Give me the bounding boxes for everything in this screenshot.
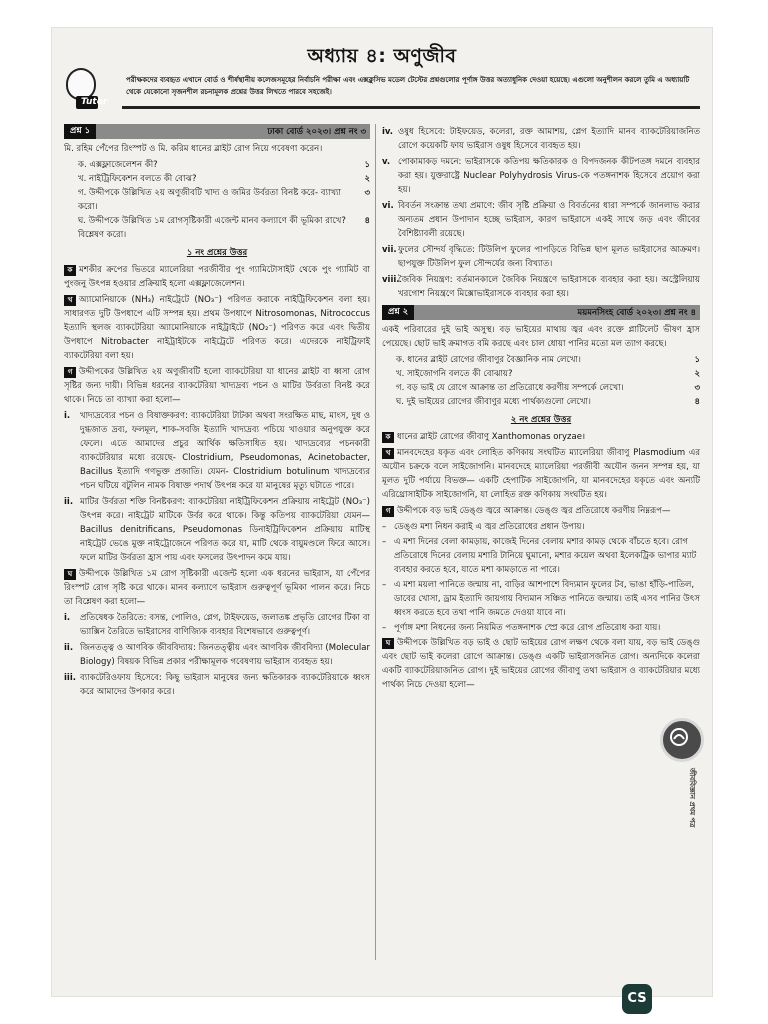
answer-title: ১ নং প্রশ্নের উত্তর [186,248,248,258]
left-column [64,124,370,701]
right-column [382,124,700,694]
list-item: v. পোকামাকড় দমনে: ভাইরাসকে কতিপয় ক্ষতিকারক ও বিপদজনক কীটপতঙ্গ দমনে ব্যবহার করা হয়। যুক্তরাষ্ট্রে Nuclear Polyhydrosis Virus-কে পতঙ্গনাশক হিসেবে প্রয়োগ করা হয়। [382,157,700,195]
list-item: i. খাদ্যদ্রব্যের পচন ও বিষাক্তকরণ: ব্যাকটেরিয়া টাটকা অথবা সংরক্ষিত মাছ, মাংস, দুধ ও দুগ্ধজাত দ্রব্য, ফলমূল, শাক-সবজি ইত্যাদি খাদ্যদ্রব্য পচিয়ে খাওয়ার অনুপযুক্ত করে ফেলে। এতে আমাদের প্রচুর আর্থিক ক্ষতিসাধিত হয়। খাদ্যদ্রব্যের পচনকারী ব্যাকটেরিয়ার মধ্যে রয়েছে- Clostridium, Pseudomonas, Acinetobacter, Bacillus ইত্যাদি গণভুক্ত প্রজাতি। যেমন- Clostridium botulinum খাদ্যদ্রব্যের পচন ঘটিয়ে বটুলিন নামক বিষাক্ত পদার্থ উৎপন্ন করে যা মানুষের মৃত্যু ঘটাতে পারে। [64,411,370,491]
question-2-header [382,305,700,320]
bullet-item: – এ মশা ময়লা পানিতে জন্মায় না, বাড়ির আশপাশে বিদ্যমান ফুলের টব, ভাঙা হাঁড়ি-পাতিল, ডাবের খোসা, ড্রাম ইত্যাদি জায়গায় বিদ্যমান সঞ্চিত পানিতে জন্মায়। তাই এসব পানির উৎস ধ্বংস করতে হবে তথা পানি জমতে দেওয়া যাবে না। [382,580,700,618]
sub-question: খ. নাইট্রিফিকেশন বলতে কী বোঝ? ২ [78,174,370,184]
camscanner-logo: CS [622,984,652,1014]
question-number: প্রশ্ন ১ [64,124,96,139]
list-item: ii. মাটির উর্বরতা শক্তি বিনষ্টকরণ: ব্যাকটেরিয়া নাইট্রিফিকেশন প্রক্রিয়ায় নাইট্রেট (NO₃⁻) উৎপন্ন করে। নাইট্রেট মাটিকে উর্বর করে থাকে। কিন্তু কতিপয় ব্যাকটেরিয়া যেমন— Bacillus denitrificans, Pseudomonas ডিনাইট্রিফিকেশন প্রক্রিয়ায় মাটিস্থ নাইট্রেট ভেঙে মুক্ত নাইট্রোজেনে পরিণত করে যা, মাটি থেকে বায়ুমণ্ডলে ফিরে আসে। ফলে মাটির উর্বরতা হ্রাস পায় এবং ফসলের উৎপাদন কমে যায়। [64,497,370,563]
answer-k: ক মশকীর ক্রপের ভিতরে ম্যালেরিয়া পরজীবীর পুং গ্যামিটোসাইট থেকে পুং গ্যামিট বা পুংজনু উৎপন্ন হওয়ার প্রক্রিয়াই হলো এক্সফ্লাজেলেশন। [64,265,370,289]
answer-g: গ উদ্দীপকের উল্লিখিত ২য় অণুজীবটি হলো ব্যাকটেরিয়া যা ধানের ব্লাইট বা ধ্বসা রোগ সৃষ্টির জন্য দায়ী। বিভিন্ন ধরনের ব্যাকটেরিয়া খাদ্যদ্রব্য পচন ও মাটির উর্বরতা বিনষ্ট করে থাকে। নিচে তা ব্যাখ্যা করা হলো— [64,367,370,405]
answer-g: গ উদ্দীপকে বড় ভাই ডেঙ্গু জ্বরে আক্রান্ত। ডেঙ্গু জ্বর প্রতিরোধে করণীয় নিম্নরূপ— [382,504,700,518]
chapter-title: অধ্যায় ৪: অণুজীব [307,45,457,67]
list-item: iii. ব্যাকটেরিওফায হিসেবে: কিছু ভাইরাস মানুষের জন্য ক্ষতিকারক ব্যাকটেরিয়াকে ধ্বংস করে আমাদের উপকার করে। [64,673,370,697]
list-item: iv. ওষুধ হিসেবে: টাইফয়েড, কলেরা, রক্ত আমাশয়, প্লেগ ইত্যাদি মানব ব্যাকটেরিয়াজনিত রোগে কয়েকটি ফায ভাইরাস ওষুধ হিসেবে ব্যবহৃত হয়। [382,127,700,151]
tutor-logo [60,68,122,112]
sub-question: ক. ধানের ব্লাইট রোগের জীবাণুর বৈজ্ঞানিক নাম লেখো। ১ [396,355,700,365]
bullet-item: – এ মশা দিনের বেলা কামড়ায়, কাজেই দিনের বেলায় মশার কামড় থেকে বাঁচতে হবে। রোগ প্রতিরোধে দিনের বেলায় মশারি টানিয়ে ঘুমানো, মশার কয়েল অথবা ইলেকট্রিক ভাপার ম্যাট ব্যবহার করতে হবে, যাতে মশা কামড়াতে না পারে। [382,537,697,575]
question-stem: একই পরিবারের দুই ভাই অসুস্থ। বড় ভাইয়ের মাথায় জ্বর এবং রক্তে প্লাটিলেট ভীষণ হ্রাস পেয়েছে। ছোট ভাই ক্রমাগত বমি করছে এবং চাল ধোয়া পানির মতো মল ত্যাগ করছে। [382,325,700,349]
sub-question: গ. উদ্দীপকে উল্লিখিত ২য় অণুজীবটি খাদ্য ও জমির উর্বরতা বিনষ্ট করে- ব্যাখ্যা করো। ৩ [78,188,370,212]
list-item: i. প্রতিষেধক তৈরিতে: বসন্ত, পোলিও, প্লেগ, টাইফয়েড, জলাতঙ্ক প্রভৃতি রোগের টিকা বা ভ্যাক্সিন তৈরিতে ভাইরাসের বাণিজ্যিক ব্যবহার বিশেষভাবে গুরুত্বপূর্ণ। [64,613,370,637]
sub-question: ঘ. উদ্দীপকে উল্লিখিত ১ম রোগসৃষ্টিকারী এজেন্ট মানব কল্যাণে কী ভূমিকা রাখে? বিশ্লেষণ করো। ৪ [78,216,370,240]
board-reference: ঢাকা বোর্ড ২০২৩। প্রশ্ন নং ৩ [267,126,366,137]
answer-kh: খ মানবদেহের যকৃত এবং লোহিত কণিকায় সংঘটিত ম্যালেরিয়া জীবাণু Plasmodium এর অযৌন চক্রকে বলে সাইজোগনি। মানবদেহে ম্যালেরিয়া পরজীবী অযৌন জনন সম্পন্ন হয়, যা মূলত দুটি পর্যায়ে বিভক্ত— একটি হেপাটিক সাইজোগনি, যা মানবদেহের যকৃতে এবং অন্যটি এরিথ্রোসাইটিক সাইজোগনি, যা লোহিত রক্ত কণিকায় সংঘটিত হয়। [382,448,700,500]
sub-question: ক. এক্সফ্লাজেলেশন কী? ১ [78,160,370,170]
sub-question: খ. সাইজোগনি বলতে কী বোঝায়? ২ [396,369,700,379]
tutor-tag: Tutor [76,96,98,109]
question-stem: মি. রহিম পেঁপের রিংস্পট ও মি. করিম ধানের ব্লাইট রোগ নিয়ে গবেষণা করেন। [64,144,323,154]
answer-gh: ঘ উদ্দীপকে উল্লিখিত ১ম রোগ সৃষ্টিকারী এজেন্ট হলো এক ধরনের ভাইরাস, যা পেঁপের রিংস্পট রোগ সৃষ্টি করে থাকে। মানব কল্যাণে ভাইরাস গুরুত্বপূর্ণ ভূমিকা পালন করে। নিচে তা বিশ্লেষণ করা হলো— [64,569,370,607]
sub-question: গ. বড় ভাই যে রোগে আক্রান্ত তা প্রতিরোধে করণীয় সম্পর্কে লেখো। ৩ [396,383,700,393]
intro-text: পরীক্ষকদের ব্যবহৃত এখানে বোর্ড ও শীর্ষস্থানীয় কলেজসমূহের নির্বাচনি পরীক্ষা এবং এক্সক্লুসিভ মডেল টেস্টের প্রশ্নগুলোর পূর্ণাঙ্গ উত্তর অত্যাধুনিক দেওয়া হয়েছে। এগুলো অনুশীলন করলে তুমি এ অধ্যায়টি থেকে যেকোনো সৃজনশীল রচনামূলক প্রশ্নের উত্তর লিখতে পারবে সহজেই। [126,76,690,96]
list-item: vi. বিবর্তন সংক্রান্ত তথ্য প্রমাণে: জীব সৃষ্টি প্রক্রিয়া ও বিবর্তনের ধারা সম্পর্কে জানলাভ করার অন্যতম প্রধান উপাদান হচ্ছে ভাইরাস, কারণ ভাইরাসে একই সাথে জড় এবং জীবের বৈশিষ্ট্যাবলী রয়েছে। [382,201,700,239]
document-page [52,28,712,996]
answer-k: ক ধানের ব্লাইট রোগের জীবাণু Xanthomonas oryzae। [382,430,700,444]
question-number: প্রশ্ন ২ [382,305,414,320]
list-item: viii. জৈবিক নিয়ন্ত্রণ: বর্তমানকালে জৈবিক নিয়ন্ত্রণে ভাইরাসকে ব্যবহার করা হয়। অস্ট্রেলিয়ায় খরগোশ নিয়ন্ত্রণে মিক্সোভাইরাসকে ব্যবহার করা হয়। [382,275,700,299]
question-1-header [64,124,370,139]
chapter-badge-icon [660,718,704,762]
side-label: জীববিজ্ঞান প্রথম পত্র [688,768,696,828]
answer-kh: খ অ্যামোনিয়াকে (NH₃) নাইট্রেটে (NO₃⁻) পরিণত করাকে নাইট্রিফিকেশন বলা হয়। সাধারণত দুটি উপধাপে এটি সম্পন্ন হয়। প্রথম উপধাপে Nitrosomonas, Nitrococcus ইত্যাদি স্থলজ ব্যাকটেরিয়া অ্যামোনিয়াকে নাইট্রাইটে (NO₂⁻) পরিণত করে এবং দ্বিতীয় উপধাপে Nitrobacter নাইট্রাইটকে নাইট্রেটে পরিণত করে। এদেরকে নাইট্রিফাই ব্যাকটেরিয়া বলা হয়। [64,295,370,361]
sub-question: ঘ. দুই ভাইয়ের রোগের জীবাণুর মধ্যে পার্থক্যগুলো লেখো। ৪ [396,397,700,407]
header-rule [122,106,700,109]
list-item: vii. ফুলের সৌন্দর্য বৃদ্ধিতে: টিউলিপ ফুলের পাপড়িতে বিভিন্ন ছাপ মূলত ভাইরাসের আক্রমণ। ছাপযুক্ত টিউলিপ ফুল সৌন্দর্যের জন্য বিখ্যাত। [382,245,700,269]
answer-gh: ঘ উদ্দীপকে উল্লিখিত বড় ভাই ও ছোট ভাইয়ের রোগ লক্ষণ থেকে বলা যায়, বড় ভাই ডেঙ্গু এবং ছোট ভাই কলেরা রোগে আক্রান্ত। ডেঙ্গু একটি ভাইরাসজনিত রোগ। অন্যদিকে কলেরা একটি ব্যাকটেরিয়াজনিত রোগ। দুই ভাইয়ের রোগের জীবাণু তথা ভাইরাস ও ব্যাকটেরিয়ার মধ্যে পার্থক্য নিচে দেওয়া হলো— [382,638,700,690]
column-divider [375,124,376,960]
list-item: ii. জিনতত্ত্ব ও আণবিক জীববিদ্যায়: জিনতত্ত্বীয় এবং আণবিক জীববিদ্যা (Molecular Biology) বিষয়ক বিভিন্ন প্রকার পরীক্ষামূলক গবেষণায় ভাইরাস ব্যবহৃত হয়। [64,643,370,667]
answer-title: ২ নং প্রশ্নের উত্তর [510,415,572,425]
board-reference: ময়মনসিংহ বোর্ড ২০২৩। প্রশ্ন নং ৪ [577,307,696,318]
bullet-item: – পূর্ণাঙ্গ মশা নিধনের জন্য নিয়মিত পতঙ্গনাশক স্প্রে করে রোগ প্রতিরোধ করা যায়। [382,623,661,633]
bullet-item: – ডেঙ্গু মশা নিধন করাই এ জ্বর প্রতিরোধের প্রধান উপায়। [382,522,585,532]
